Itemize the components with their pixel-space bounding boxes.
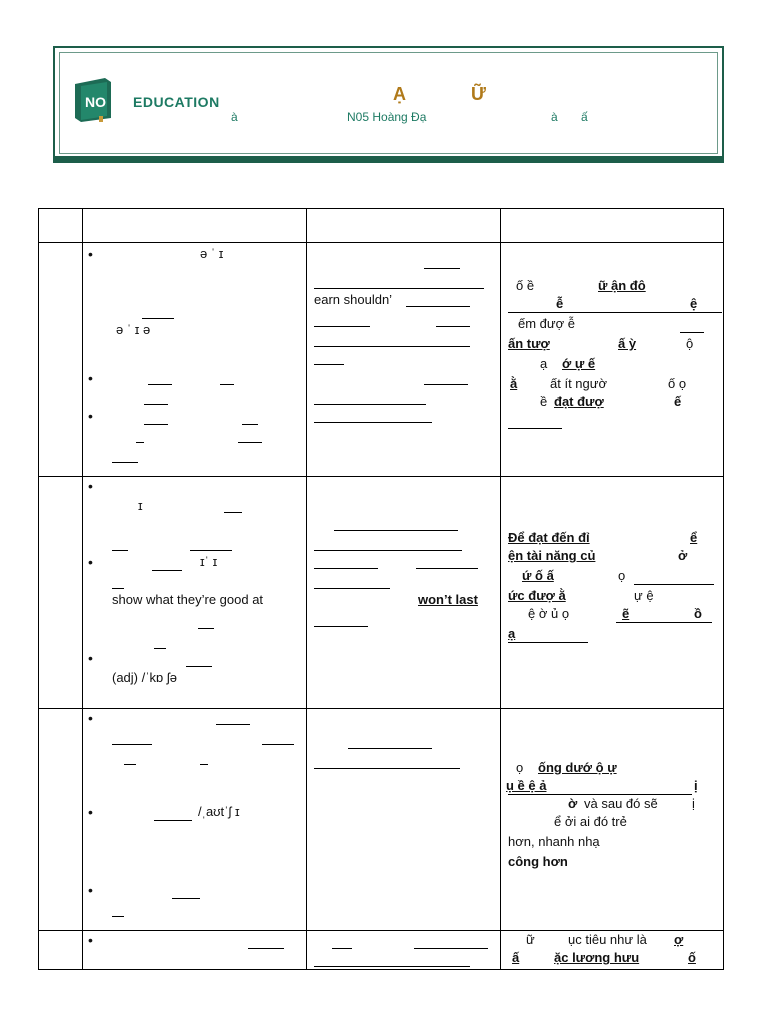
ipa-text: ɪ [138, 498, 143, 513]
translation-text: ệ ờ ủ ọ [528, 606, 570, 621]
translation-text: ứ ố ấ [522, 568, 554, 583]
header-title: Ạ Ữ [393, 84, 516, 104]
translation-text: và sau đó sẽ [584, 796, 658, 811]
translation-text: ức đượ ằ [508, 588, 566, 603]
translation-text: ố [688, 950, 696, 965]
ipa-text: ɪˈ ɪ [200, 554, 218, 569]
ipa-text: (adj) /ˈkɒ ʃə [112, 670, 178, 685]
translation-text: ặc lương hưu [554, 950, 640, 965]
bullet: • [88, 882, 93, 898]
header-frag-3: ấ [581, 110, 588, 124]
translation-text: ị [694, 778, 698, 793]
translation-text: ất ít ngườ [550, 376, 607, 391]
translation-text: ữ ận đô [598, 278, 646, 293]
translation-text: công hơn [508, 854, 568, 869]
bullet: • [88, 246, 93, 262]
translation-text: ế [674, 394, 682, 409]
translation-text: hơn, nhanh nhạ [508, 834, 600, 849]
logo-mark: NO [85, 94, 106, 110]
bullet: • [88, 650, 93, 666]
translation-text: ể ởi ai đó trẻ [554, 814, 627, 829]
translation-text: ớ ự ế [562, 356, 596, 371]
bullet: • [88, 710, 93, 726]
translation-text: ạ [508, 626, 516, 641]
translation-text: ấ [512, 950, 520, 965]
translation-text: ấ ỳ [618, 336, 637, 351]
header-frag-2: à [551, 110, 558, 124]
bullet: • [88, 554, 93, 570]
translation-text: ấn tượ [508, 336, 550, 351]
translation-text: ợ [674, 932, 684, 947]
ipa-text: ə ˈ ɪ [200, 246, 224, 261]
translation-text: ống dướ ộ ự [538, 760, 617, 775]
translation-text: ụ ề ệ ả [506, 778, 547, 793]
bullet: • [88, 478, 93, 494]
translation-text: ện tài năng củ [508, 548, 596, 563]
translation-text: ục tiêu như là [568, 932, 647, 947]
bullet: • [88, 408, 93, 424]
bullet: • [88, 804, 93, 820]
translation-text: ễ [556, 296, 564, 311]
bullet: • [88, 370, 93, 386]
translation-text: ồ [694, 606, 702, 621]
vocab-table [38, 208, 724, 970]
sentence-text: earn shouldn’ [314, 292, 393, 307]
translation-text: ể [690, 530, 698, 545]
translation-text: ờ [568, 796, 578, 811]
translation-text: ệ [690, 296, 698, 311]
example-text: show what they’re good at [112, 592, 264, 607]
translation-text: ự ệ [634, 588, 654, 603]
translation-text: ố ọ [668, 376, 687, 391]
ipa-text: ə ˈ ɪ ə [116, 322, 151, 337]
translation-text: ằ [510, 376, 518, 391]
header-frag-1: à [231, 110, 238, 124]
translation-text: ộ [686, 336, 694, 351]
translation-text: đạt đượ [554, 394, 604, 409]
translation-text: ề [540, 394, 548, 409]
translation-text: ếm đượ ễ [518, 316, 575, 331]
translation-text: ẽ [622, 606, 630, 621]
translation-text: ở [678, 548, 688, 563]
document-header [53, 46, 724, 160]
header-bottom-bar [53, 156, 724, 163]
translation-text: ị [692, 796, 695, 811]
ipa-text: /ˌaʊtˈʃ ɪ [198, 804, 240, 819]
translation-text: ố ề [516, 278, 535, 293]
translation-text: ọ [516, 760, 524, 775]
phrase-text: won’t last [418, 592, 478, 607]
logo-text: EDUCATION [133, 94, 220, 110]
bullet: • [88, 932, 93, 948]
translation-text: Để đạt đến đỉ [508, 530, 590, 545]
translation-text: ữ [526, 932, 535, 947]
translation-text: ọ [618, 568, 626, 583]
header-address: N05 Hoàng Đạ [347, 110, 427, 124]
translation-text: ạ [540, 356, 548, 371]
